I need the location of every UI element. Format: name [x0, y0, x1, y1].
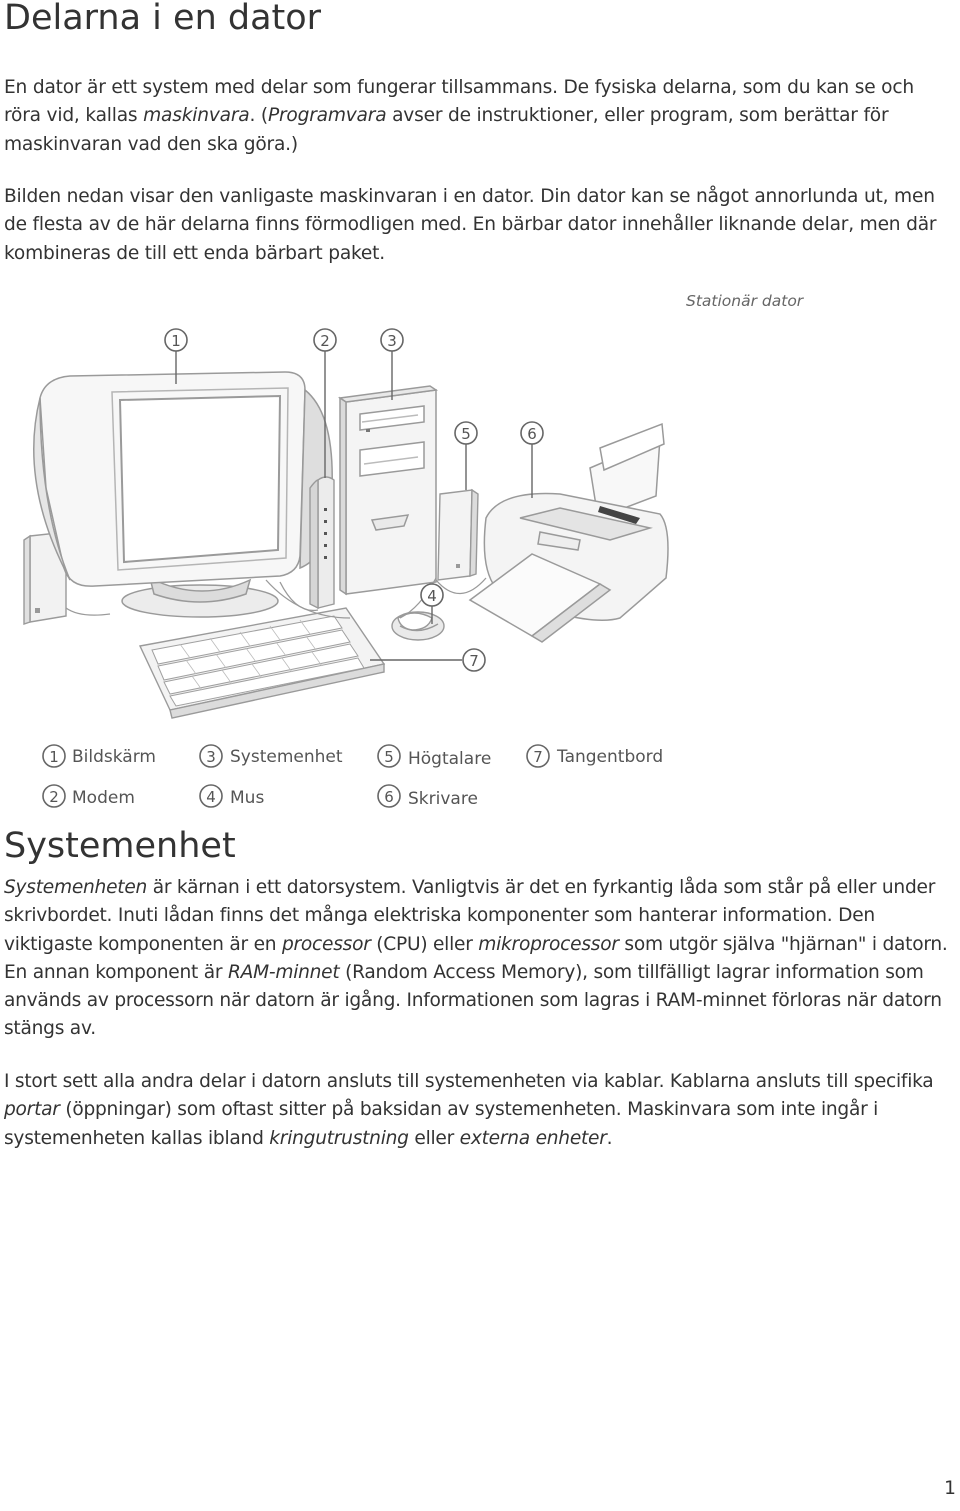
mouse-icon	[392, 612, 444, 640]
callout-3: 3	[387, 332, 397, 350]
intro-paragraph-1	[4, 74, 954, 159]
legend-num-4: 4	[206, 788, 216, 806]
italic-term: mikroprocessor	[478, 933, 619, 955]
legend-num-5: 5	[384, 748, 394, 766]
italic-term: kringutrustning	[269, 1127, 409, 1149]
text-run: som utgör själva "hjärnan" i datorn. En annan komponent är	[4, 933, 948, 983]
modem-icon	[310, 477, 334, 608]
legend-label-6: Skrivare	[408, 789, 478, 809]
callout-6: 6	[527, 425, 537, 443]
keyboard-icon	[140, 608, 384, 718]
system-unit-icon	[340, 386, 436, 594]
speaker-right-icon	[438, 490, 478, 580]
figure-legend	[43, 745, 663, 809]
text-run: En dator är ett system med delar som fungerar tillsammans. De fysiska delarna, som du kan se och röra vid, kallas	[4, 77, 914, 127]
legend-num-7: 7	[533, 748, 543, 766]
text-run: (CPU) eller	[370, 933, 479, 955]
page-title: Delarna i en dator	[4, 0, 322, 38]
figure-caption: Stationär dator	[686, 292, 804, 310]
text-run: avser de instruktioner, eller program, som berättar för maskinvaran vad den ska göra.)	[4, 105, 889, 155]
text-run: är kärnan i ett datorsystem. Vanligtvis är det en fyrkantig låda som står på eller under skrivbordet. Inuti lådan finns det många elektriska komponenter som hanterar information. Den viktigaste komponenten är en	[4, 877, 936, 955]
legend-num-2: 2	[49, 788, 59, 806]
legend-num-6: 6	[384, 788, 394, 806]
text-run: . (	[249, 105, 268, 127]
italic-term: portar	[4, 1099, 60, 1121]
text-run: .	[606, 1127, 613, 1149]
legend-label-5: Högtalare	[408, 749, 492, 769]
printer-icon	[470, 424, 668, 642]
legend-num-3: 3	[206, 748, 216, 766]
text-run: I stort sett alla andra delar i datorn ansluts till systemenheten via kablar. Kablarna ansluts till specifika	[4, 1071, 934, 1092]
monitor-icon	[34, 372, 332, 617]
italic-term: RAM-minnet	[227, 961, 340, 983]
italic-term: Programvara	[267, 105, 387, 127]
legend-label-1: Bildskärm	[72, 747, 156, 767]
callout-4: 4	[427, 587, 437, 605]
legend-num-1: 1	[49, 748, 59, 766]
legend-label-2: Modem	[72, 788, 135, 808]
text-run: (öppningar) som oftast sitter på baksidan av systemenheten. Maskinvara som inte ingår i systemenheten kallas ibland	[4, 1099, 879, 1149]
legend-label-7: Tangentbord	[557, 747, 664, 767]
intro-paragraph-2	[4, 183, 954, 268]
italic-term: Systemenheten	[4, 877, 148, 898]
text-run: eller	[408, 1127, 460, 1149]
section-heading: Systemenhet	[4, 826, 236, 866]
page-number: 1	[944, 1478, 956, 1499]
text-run: (Random Access Memory), som tillfälligt lagrar information som används av processorn när datorn är igång. Informationen som lagras i RAM-minnet förloras när datorn stängs av.	[4, 961, 942, 1040]
text-run: Bilden nedan visar den vanligaste maskinvaran i en dator. Din dator kan se något annorlunda ut, men de flesta av de här delarna finns förmodligen med. En bärbar dator innehåller liknande delar, men där kombineras de till ett enda bärbart paket.	[4, 186, 937, 264]
legend-label-3: Systemenhet	[230, 747, 343, 767]
legend-label-4: Mus	[230, 788, 265, 808]
italic-term: externa enheter	[459, 1127, 607, 1149]
italic-term: processor	[281, 933, 371, 955]
section-paragraph-1	[4, 874, 956, 1044]
callout-7: 7	[469, 652, 479, 670]
italic-term: maskinvara	[143, 105, 250, 127]
section-paragraph-2	[4, 1068, 956, 1153]
desktop-computer-illustration	[0, 318, 960, 818]
callout-1: 1	[171, 332, 181, 350]
callout-2: 2	[320, 332, 330, 350]
callout-5: 5	[461, 425, 471, 443]
